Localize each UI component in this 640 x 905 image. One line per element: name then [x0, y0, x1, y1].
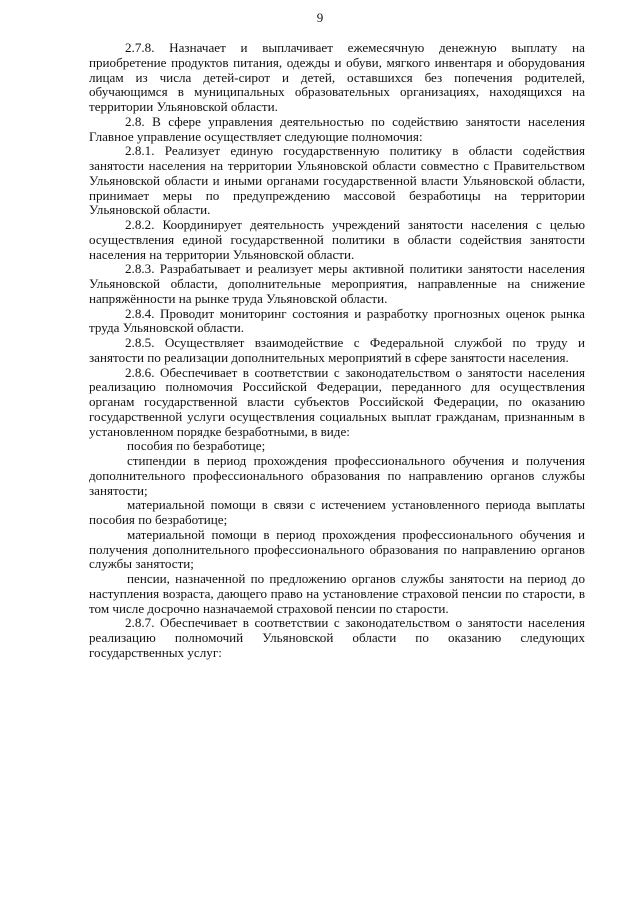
- paragraph-2-8-4: 2.8.4. Проводит мониторинг состояния и разработку прогнозных оценок рынка труда Ульяновской области.: [89, 305, 585, 336]
- paragraph-2-8-7: 2.8.7. Обеспечивает в соответствии с законодательством о занятости населения реализацию полномочий Ульяновской области по оказанию следующих государственных услуг:: [89, 615, 585, 660]
- paragraph-2-8-6: 2.8.6. Обеспечивает в соответствии с законодательством о занятости населения реализацию полномочия Российской Федерации, переданного для осуществления органам государственной власти субъектов Российской Федерации, по оказанию государственной услуги осуществления социальных выплат гражданам, признанным в установленном порядке безработными, в виде:: [89, 364, 585, 439]
- paragraph-2-8-3: 2.8.3. Разрабатывает и реализует меры активной политики занятости населения Ульяновской области, дополнительные мероприятия, направленные на снижение напряжённости на рынке труда Ульяновской области.: [89, 261, 585, 306]
- list-item-stipend: стипендии в период прохождения профессионального обучения и получения дополнительного профессионального образования по направлению органов службы занятости;: [89, 453, 585, 498]
- document-body: [89, 41, 585, 661]
- paragraph-2-8-5: 2.8.5. Осуществляет взаимодействие с Федеральной службой по труду и занятости по реализации дополнительных мероприятий в сфере занятости населения.: [89, 335, 585, 365]
- paragraph-2-8: 2.8. В сфере управления деятельностью по содействию занятости населения Главное управление осуществляет следующие полномочия:: [89, 113, 585, 144]
- paragraph-2-8-1: 2.8.1. Реализует единую государственную политику в области содействия занятости населения на территории Ульяновской области совместно с Правительством Ульяновской области и иными органами государственной власти Ульяновской области, принимает меры по предупреждению массовой безработицы на территории Ульяновской области.: [89, 143, 585, 218]
- list-item-material-aid-expiry: материальной помощи в связи с истечением установленного периода выплаты пособия по безработице;: [89, 497, 585, 527]
- paragraph-2-7-8: 2.7.8. Назначает и выплачивает ежемесячную денежную выплату на приобретение продуктов питания, одежды и обуви, мягкого инвентаря и оборудования лицам из числа детей-сирот и детей, оставшихся без попечения родителей, обучающимся в муниципальных образовательных организациях, находящихся на территории Ульяновской области.: [89, 40, 585, 114]
- paragraph-2-8-2: 2.8.2. Координирует деятельность учреждений занятости населения с целью осуществления единой государственной политики в области содействия занятости населения на территории Ульяновской области.: [89, 217, 585, 262]
- list-item-unemployment-benefit: пособия по безработице;: [127, 438, 266, 454]
- list-item-pension: пенсии, назначенной по предложению органов службы занятости на период до наступления возраста, дающего право на установление страховой пенсии по старости, в том числе досрочно назначаемой страховой пенсии по старости.: [89, 571, 585, 616]
- list-item-material-aid-training: материальной помощи в период прохождения профессионального обучения и получения дополнительного профессионального образования по направлению органов службы занятости;: [89, 526, 585, 572]
- page-number: 9: [316, 10, 324, 25]
